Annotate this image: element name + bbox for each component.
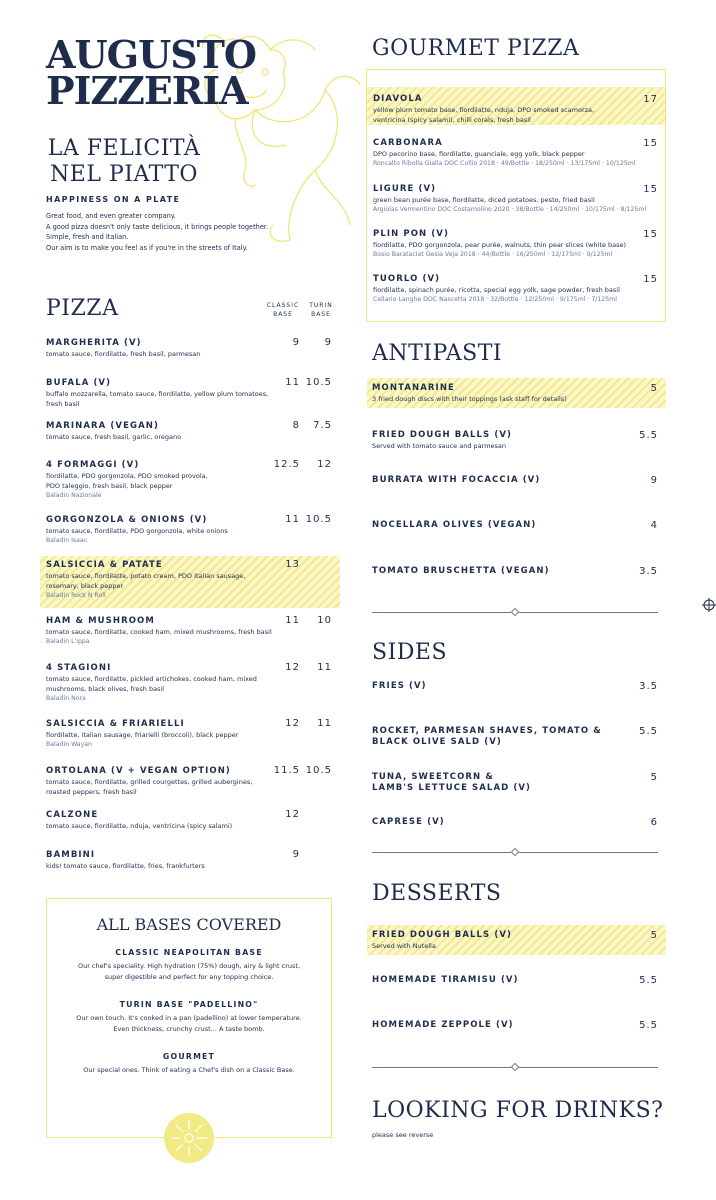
bases-text-gourmet	[47, 1065, 331, 1076]
desserts-title: DESSERTS	[372, 881, 502, 906]
antipasti-item-desc: Served with tomato sauce and parmesan	[372, 442, 507, 450]
pizza-item-desc: fiordilatte, PDO gorgonzola, PDO smoked provola,	[46, 472, 208, 480]
tagline-line2: NEL PIATTO	[50, 162, 198, 187]
pizza-item-name: MARINARA (VEGAN)	[46, 421, 159, 431]
sides-item-price: 5.5	[639, 726, 658, 737]
pizza-item-pairing: Baladin Nazionale	[46, 492, 102, 499]
pizza-title: PIZZA	[46, 296, 119, 321]
pizza-item-name: BUFALA (V)	[46, 378, 112, 388]
sides-title: SIDES	[372, 640, 448, 665]
dessert-item-desc: Served with Nutella	[372, 942, 436, 950]
about-line: Our aim is to make you feel as if you're in the streets of Italy.	[46, 243, 248, 252]
pizza-item-desc: tomato sauce, fiordilatte, fresh basil, parmesan	[46, 350, 201, 358]
section-divider	[372, 1067, 658, 1068]
sides-item-name: TUNA, SWEETCORN &	[372, 772, 494, 782]
pizza-item-desc: buffalo mozzarella, tomato sauce, fiordilatte, yellow plum tomatoes,	[46, 390, 269, 398]
gourmet-item-desc: DPO pecorino base, fiordilatte, guanciale, egg yolk, black pepper	[373, 150, 585, 158]
pizza-turin-price: 10.5	[305, 514, 332, 525]
pizza-item-desc: tomato sauce, fiordilatte, cooked ham, mixed mushrooms, fresh basil	[46, 628, 272, 636]
pizza-item-desc: tomato sauce, fiordilatte, pickled artichokes, cooked ham, mixed	[46, 675, 257, 683]
dessert-item-price: 5.5	[639, 975, 658, 986]
register-mark-icon	[702, 598, 716, 612]
pizza-item-desc: tomato sauce, fresh basil, garlic, oregano	[46, 433, 182, 441]
antipasti-item-price: 4	[650, 520, 658, 531]
gourmet-item-price: 15	[643, 229, 658, 240]
antipasti-title: ANTIPASTI	[372, 341, 503, 366]
pizza-classic-price: 9	[292, 849, 300, 860]
tagline	[44, 136, 204, 188]
bases-text-line: Our chef's speciality. High hydration (75%) dough, airy & light crust,	[77, 962, 301, 970]
pizza-item-desc: PDO taleggio, fresh basil, black pepper	[46, 482, 173, 490]
pizza-item-desc: roasted peppers, fresh basil	[46, 788, 137, 796]
bases-box	[46, 898, 332, 1138]
pizza-turin-price: 12	[317, 459, 332, 470]
pizza-item-desc: mushrooms, black olives, fresh basil	[46, 685, 165, 693]
about-line: Great food, and even greater company.	[46, 212, 176, 220]
antipasti-item-price: 3.5	[639, 566, 658, 577]
bases-text-turin	[47, 1013, 331, 1035]
pizza-item-name: MARGHERITA (V)	[46, 338, 142, 348]
gourmet-item-pairing: Roncalto Ribolla Gialla DOC Collio 2018 · 49/Bottle · 18/250ml · 13/175ml · 10/125ml	[373, 160, 636, 167]
gourmet-item-pairing: Bosio Barataciat Gesia Veja 2018 · 44/Bottle · 16/250ml · 12/175ml · 9/125ml	[373, 251, 613, 258]
gourmet-item-name: TUORLO (V)	[373, 274, 441, 284]
pizza-item-name: GORGONZOLA & ONIONS (V)	[46, 515, 208, 525]
about-text	[46, 211, 306, 253]
pizza-item-name: SALSICCIA & FRIARIELLI	[46, 719, 185, 729]
pizza-item-desc: tomato sauce, fiordilatte, potato cream, PDO Italian sausage,	[46, 572, 246, 580]
bases-text-line: Even thickness, crunchy crust... A taste bomb.	[113, 1025, 265, 1033]
antipasti-item-name: TOMATO BRUSCHETTA (VEGAN)	[372, 566, 550, 576]
gourmet-item-name: CARBONARA	[373, 138, 443, 148]
antipasti-item-price: 5	[650, 383, 658, 394]
logo-line1: AUGUSTO	[46, 32, 257, 77]
sides-item-name: CAPRESE (V)	[372, 817, 445, 827]
pizza-turin-price: 10.5	[305, 765, 332, 776]
bases-text-classic	[47, 961, 331, 983]
drinks-title: LOOKING FOR DRINKS?	[372, 1098, 664, 1123]
pizza-item-name: BAMBINI	[46, 850, 96, 860]
bases-head-gourmet: GOURMET	[162, 1052, 216, 1061]
pizza-item-name: 4 STAGIONI	[46, 663, 112, 673]
subtitle: HAPPINESS ON A PLATE	[46, 195, 181, 204]
bases-head-turin: TURIN BASE "PADELLINO"	[119, 1000, 259, 1009]
pizza-turin-price: 9	[324, 337, 332, 348]
pizza-classic-price: 12	[285, 809, 300, 820]
sides-item-price: 3.5	[639, 681, 658, 692]
pizza-item-desc: tomato sauce, fiordilatte, nduja, ventricina (spicy salami)	[46, 822, 233, 830]
pizza-turin-price: 7.5	[313, 420, 332, 431]
antipasti-item-name: FRIED DOUGH BALLS (V)	[372, 430, 512, 440]
sides-item-name: FRIES (V)	[372, 681, 427, 691]
pizza-item-pairing: Baladin Wayan	[46, 741, 92, 748]
pizza-classic-price: 11	[285, 377, 300, 388]
pizza-turin-price: 11	[317, 662, 332, 673]
gourmet-item-pairing: Cellario Langhe DOC Nascetta 2018 · 32/Bottle · 12/250ml · 9/175ml · 7/125ml	[373, 296, 617, 303]
tagline-line1: LA FELICITÀ	[47, 136, 201, 161]
gourmet-item-pairing: Argiolas Vermentino DOC Costamolino 2020 · 38/Bottle · 14/250ml · 10/175ml · 8/125ml	[373, 206, 647, 213]
gourmet-item-price: 15	[643, 138, 658, 149]
antipasti-item-price: 9	[650, 475, 658, 486]
pizza-turin-price: 11	[317, 718, 332, 729]
sides-item-name: BLACK OLIVE SALD (V)	[372, 737, 502, 747]
pizza-item-desc: tomato sauce, fiordilatte, grilled courgettes, grilled aubergines,	[46, 778, 253, 786]
pizza-classic-price: 11	[285, 514, 300, 525]
pizza-item-desc: tomato sauce, fiordilatte, PDO gorgonzola, white onions	[46, 527, 228, 535]
gourmet-item-desc: ventricina (spicy salami), chilli corals, fresh basil	[373, 116, 531, 124]
sides-item-name: LAMB'S LETTUCE SALAD (V)	[372, 783, 531, 793]
antipasti-item-name: NOCELLARA OLIVES (VEGAN)	[372, 520, 537, 530]
pizza-item-desc: kids! tomato sauce, fiordilatte, fries, frankfurters	[46, 862, 205, 870]
antipasti-item-name: MONTANARINE	[372, 383, 455, 393]
dessert-item-name: HOMEMADE ZEPPOLE (V)	[372, 1020, 514, 1030]
pizza-item-pairing: Baladin L'ippa	[46, 638, 90, 645]
pizza-item-desc: fiordilatte, italian sausage, friarielli (broccoli), black pepper	[46, 731, 239, 739]
drinks-note: please see reverse	[372, 1131, 434, 1139]
bases-title: ALL BASES COVERED	[96, 915, 282, 934]
dessert-item-price: 5	[650, 930, 658, 941]
pizza-classic-price: 12.5	[273, 459, 300, 470]
bases-head-classic: CLASSIC NEAPOLITAN BASE	[115, 948, 263, 957]
pizza-item-name: 4 FORMAGGI (V)	[46, 460, 140, 470]
gourmet-title: GOURMET PIZZA	[372, 36, 580, 61]
sides-item-price: 6	[650, 817, 658, 828]
pizza-item-pairing: Baladin Isaac	[46, 537, 88, 544]
pizza-item-name: HAM & MUSHROOM	[46, 616, 155, 626]
bases-text-line: Our special ones. Think of eating a Chef's dish on a Classic Base.	[83, 1066, 295, 1074]
pizza-classic-price: 8	[292, 420, 300, 431]
pizza-classic-price: 9	[292, 337, 300, 348]
gourmet-item-price: 15	[643, 184, 658, 195]
turin-header-line: BASE	[311, 311, 331, 318]
section-divider	[372, 852, 658, 853]
pizza-classic-price: 12	[285, 718, 300, 729]
sides-item-price: 5	[650, 772, 658, 783]
bases-text-line: super digestible and perfect for any topping choice.	[104, 973, 274, 981]
antipasti-item-price: 5.5	[639, 430, 658, 441]
gourmet-item-price: 17	[643, 94, 658, 105]
pizza-item-name: CALZONE	[46, 810, 99, 820]
pizza-item-pairing: Baladin Nora	[46, 695, 86, 702]
pizza-classic-price: 11.5	[273, 765, 300, 776]
classic-base-header	[262, 301, 304, 319]
antipasti-item-desc: 3 fried dough discs with their toppings (ask staff for details)	[372, 395, 567, 403]
turin-header-line: TURIN	[309, 302, 333, 309]
pizza-turin-price: 10	[317, 615, 332, 626]
gourmet-item-desc: fiordilatte, PDO gorgonzola, pear purée, walnuts, thin pear slices (white base)	[373, 241, 626, 249]
gourmet-item-name: PLIN PON (V)	[373, 229, 449, 239]
gourmet-item-name: LIGURE (V)	[373, 184, 437, 194]
bases-text-line: Our own touch. It's cooked in a pan (padellino) at lower temperature.	[76, 1014, 302, 1022]
pizza-classic-price: 11	[285, 615, 300, 626]
pizza-item-pairing: Baladin Rock N Roll	[46, 592, 106, 599]
about-line: Simple, fresh and Italian.	[46, 233, 129, 241]
antipasti-item-name: BURRATA WITH FOCACCIA (V)	[372, 475, 541, 485]
section-divider	[372, 612, 658, 613]
gourmet-item-desc: fiordilatte, spinach purée, ricotta, special egg yolk, sage powder, fresh basil	[373, 286, 620, 294]
pizza-turin-price: 10.5	[305, 377, 332, 388]
classic-header-line: CLASSIC	[266, 302, 300, 309]
pizza-item-desc: rosemary, black pepper	[46, 582, 124, 590]
dessert-item-price: 5.5	[639, 1020, 658, 1031]
dessert-item-name: FRIED DOUGH BALLS (V)	[372, 930, 512, 940]
pizza-classic-price: 12	[285, 662, 300, 673]
sun-emblem-icon	[163, 1112, 215, 1164]
gourmet-item-desc: green bean purée base, fiordilatte, diced potatoes, pesto, fried basil	[373, 196, 595, 204]
turin-base-header	[302, 301, 340, 319]
pizza-item-name: ORTOLANA (V + VEGAN OPTION)	[46, 766, 231, 776]
gourmet-item-desc: yellow plum tomato base, fiordilatte, nduja, DPO smoked scamorza,	[373, 106, 595, 114]
logo	[46, 32, 257, 113]
sides-item-name: ROCKET, PARMESAN SHAVES, TOMATO &	[372, 726, 602, 736]
gourmet-item-price: 15	[643, 274, 658, 285]
classic-header-line: BASE	[273, 311, 293, 318]
gourmet-item-name: DIAVOLA	[373, 94, 423, 104]
pizza-classic-price: 13	[285, 559, 300, 570]
logo-line2: PIZZERIA	[46, 68, 248, 113]
pizza-item-desc: fresh basil	[46, 400, 80, 408]
dessert-item-name: HOMEMADE TIRAMISU (V)	[372, 975, 519, 985]
pizza-item-name: SALSICCIA & PATATE	[46, 560, 163, 570]
about-line: A good pizza doesn't only taste delicious, it brings people together.	[46, 222, 269, 231]
